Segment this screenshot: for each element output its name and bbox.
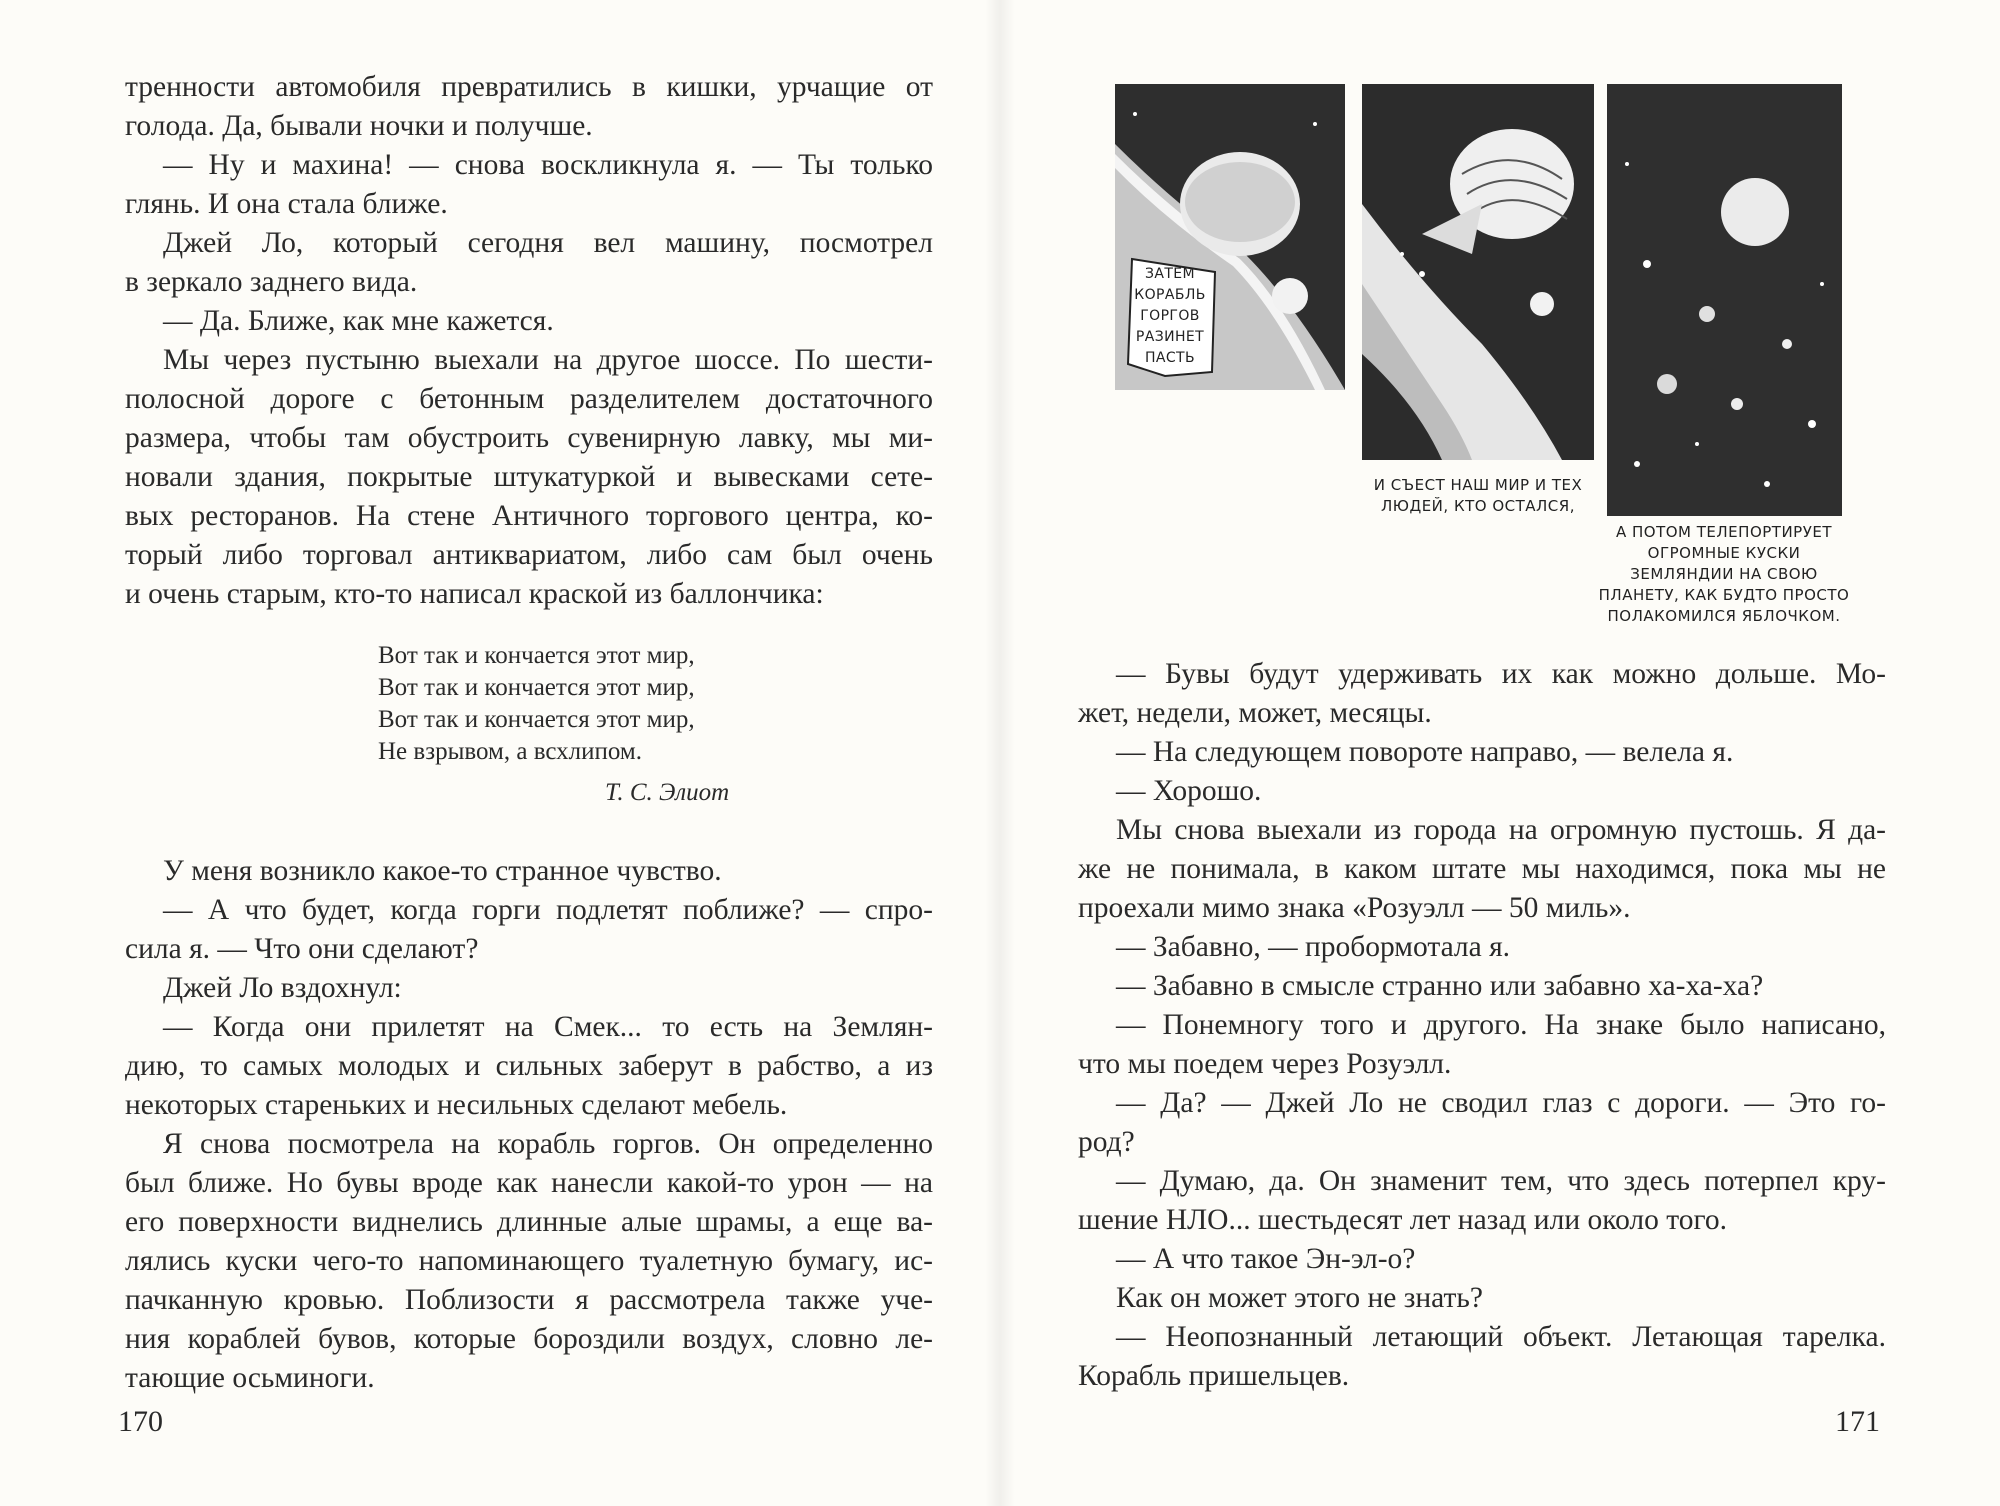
text-line: жет, недели, может, месяцы. [1078, 697, 1432, 729]
comic-panel-2-caption [1362, 475, 1594, 517]
text-line: — Да. Ближе, как мне кажется. [163, 305, 554, 337]
paragraph [1078, 1084, 1886, 1162]
comic-panel-3-art [1607, 84, 1842, 516]
comic-panel-1 [1115, 84, 1345, 390]
paragraph [125, 224, 933, 302]
text-line: — Забавно, — пробормотала я. [1116, 931, 1511, 963]
text-line: Мы снова выехали из города на огромную пустошь. Я да- [1116, 814, 1886, 846]
caption-line: ЗЕМЛЯНДИИ НА СВОЮ [1630, 565, 1818, 583]
text-line: его поверхности виднелись длинные алые шрамы, а еще ва- [125, 1206, 933, 1238]
caption-line: ЛЮДЕЙ, КТО ОСТАЛСЯ, [1381, 497, 1575, 515]
paragraph [1078, 1162, 1886, 1240]
text-line: же не понимала, в каком штате мы находимся, пока мы не [1078, 853, 1886, 885]
text-line: вых ресторанов. На стене Античного торгового центра, ко- [125, 500, 933, 532]
paragraph [125, 302, 933, 341]
text-line: — Понемногу того и другого. На знаке было написано, [1116, 1009, 1886, 1041]
text-line: Я снова посмотрела на корабль горгов. Он определенно [163, 1128, 933, 1160]
text-line: шение НЛО... шестьдесят лет назад или около того. [1078, 1204, 1728, 1236]
text-line: ния кораблей бувов, которые бороздили воздух, словно ле- [125, 1323, 933, 1355]
text-line: — Когда они прилетят на Смек... то есть на Землян- [163, 1011, 933, 1043]
poem-author: Т. С. Элиот [605, 779, 730, 806]
page-number-left: 170 [118, 1405, 163, 1438]
poem-line: Не взрывом, а всхлипом. [378, 738, 642, 765]
text-line: голода. Да, бывали ночки и получше. [125, 110, 593, 142]
text-line: новали здания, покрытые штукатуркой и вывесками сете- [125, 461, 933, 493]
text-line: — Хорошо. [1116, 775, 1262, 807]
caption-line: ОГРОМНЫЕ КУСКИ [1647, 544, 1801, 562]
text-line: род? [1078, 1126, 1135, 1158]
bubble-line: ЗАТЕМ [1144, 266, 1196, 282]
text-line: лялись куски чего-то напоминающего туалетную бумагу, ис- [125, 1245, 933, 1277]
text-line: глянь. И она стала ближе. [125, 188, 448, 220]
text-line: Как он может этого не знать? [1116, 1282, 1483, 1314]
bubble-line: РАЗИНЕТ [1135, 329, 1205, 345]
text-line: что мы поедем через Розуэлл. [1078, 1048, 1452, 1080]
text-line: торый либо торговал антиквариатом, либо сам был очень [125, 539, 933, 571]
epigraph-poem [378, 640, 695, 768]
text-line: и очень старым, кто-то написал краской из баллончика: [125, 578, 824, 610]
caption-line: А ПОТОМ ТЕЛЕПОРТИРУЕТ [1615, 523, 1833, 541]
text-line: тренности автомобиля превратились в кишки, урчащие от [125, 71, 933, 103]
poem-line: Вот так и кончается этот мир, [378, 642, 695, 669]
text-line: — Неопознанный летающий объект. Летающая тарелка. [1116, 1321, 1886, 1353]
text-line: размера, чтобы там обустроить сувенирную лавку, мы ми- [125, 422, 933, 454]
paragraph [1078, 1318, 1886, 1396]
bubble-line: ГОРГОВ [1140, 308, 1200, 324]
text-line: — А что будет, когда горги подлетят поближе? — спро- [163, 894, 933, 926]
text-line: — А что такое Эн-эл-о? [1116, 1243, 1416, 1275]
caption-line: ПЛАНЕТУ, КАК БУДТО ПРОСТО [1598, 586, 1850, 604]
paragraph [1078, 928, 1886, 967]
comic-panel-3-caption [1598, 522, 1850, 627]
text-line: — Бувы будут удерживать их как можно дольше. Мо- [1116, 658, 1886, 690]
paragraph [1078, 1006, 1886, 1084]
paragraph [125, 969, 933, 1008]
speech-bubble-text [1124, 264, 1216, 369]
page-number-right: 171 [1835, 1405, 1880, 1438]
text-line: Корабль пришельцев. [1078, 1360, 1350, 1392]
caption-line: И СЪЕСТ НАШ МИР И ТЕХ [1373, 476, 1583, 494]
text-line: тающие осьминоги. [125, 1362, 375, 1394]
caption-line: ПОЛАКОМИЛСЯ ЯБЛОЧКОМ. [1607, 607, 1841, 625]
paragraph [125, 1008, 933, 1125]
right-page [1010, 0, 2000, 1506]
text-line: проехали мимо знака «Розуэлл — 50 миль». [1078, 892, 1631, 924]
text-line: — Да? — Джей Ло не сводил глаз с дороги. — Это го- [1116, 1087, 1886, 1119]
text-line: — Забавно в смысле странно или забавно ха-ха-ха? [1116, 970, 1764, 1002]
text-line: Мы через пустыню выехали на другое шоссе. По шести- [163, 344, 933, 376]
text-line: У меня возникло какое-то странное чувство. [163, 855, 722, 887]
bubble-line: КОРАБЛЬ [1134, 287, 1206, 303]
text-line: — Ну и махина! — снова воскликнула я. — Ты только [163, 149, 933, 181]
paragraph [125, 341, 933, 614]
text-line: некоторых стареньких и несильных сделают мебель. [125, 1089, 788, 1121]
paragraph [125, 68, 933, 146]
text-line: дию, то самых молодых и сильных заберут в рабство, а из [125, 1050, 933, 1082]
speech-bubble [1120, 254, 1220, 384]
text-line: — На следующем повороте направо, — велела я. [1116, 736, 1734, 768]
text-line: полосной дороге с бетонным разделителем достаточного [125, 383, 933, 415]
text-line: в зеркало заднего вида. [125, 266, 418, 298]
paragraph [125, 891, 933, 969]
poem-line: Вот так и кончается этот мир, [378, 706, 695, 733]
left-page [0, 0, 990, 1506]
text-line: Джей Ло, который сегодня вел машину, посмотрел [163, 227, 933, 259]
comic-panel-2 [1362, 84, 1594, 460]
paragraph [1078, 1240, 1886, 1279]
paragraph [125, 852, 933, 891]
paragraph [1078, 772, 1886, 811]
paragraph [125, 1125, 933, 1398]
comic-panel-2-art [1362, 84, 1594, 460]
text-line: пачканную кровью. Поблизости я рассмотрела также уче- [125, 1284, 933, 1316]
bubble-line: ПАСТЬ [1144, 350, 1196, 366]
paragraph [1078, 811, 1886, 928]
poem-line: Вот так и кончается этот мир, [378, 674, 695, 701]
paragraph [125, 146, 933, 224]
paragraph [1078, 733, 1886, 772]
text-line: сила я. — Что они сделают? [125, 933, 479, 965]
paragraph [1078, 967, 1886, 1006]
paragraph [1078, 1279, 1886, 1318]
text-line: был ближе. Но бувы вроде как нанесли какой-то урон — на [125, 1167, 933, 1199]
text-line: — Думаю, да. Он знаменит тем, что здесь потерпел кру- [1116, 1165, 1886, 1197]
comic-panel-3 [1607, 84, 1842, 516]
paragraph [1078, 655, 1886, 733]
text-line: Джей Ло вздохнул: [163, 972, 402, 1004]
